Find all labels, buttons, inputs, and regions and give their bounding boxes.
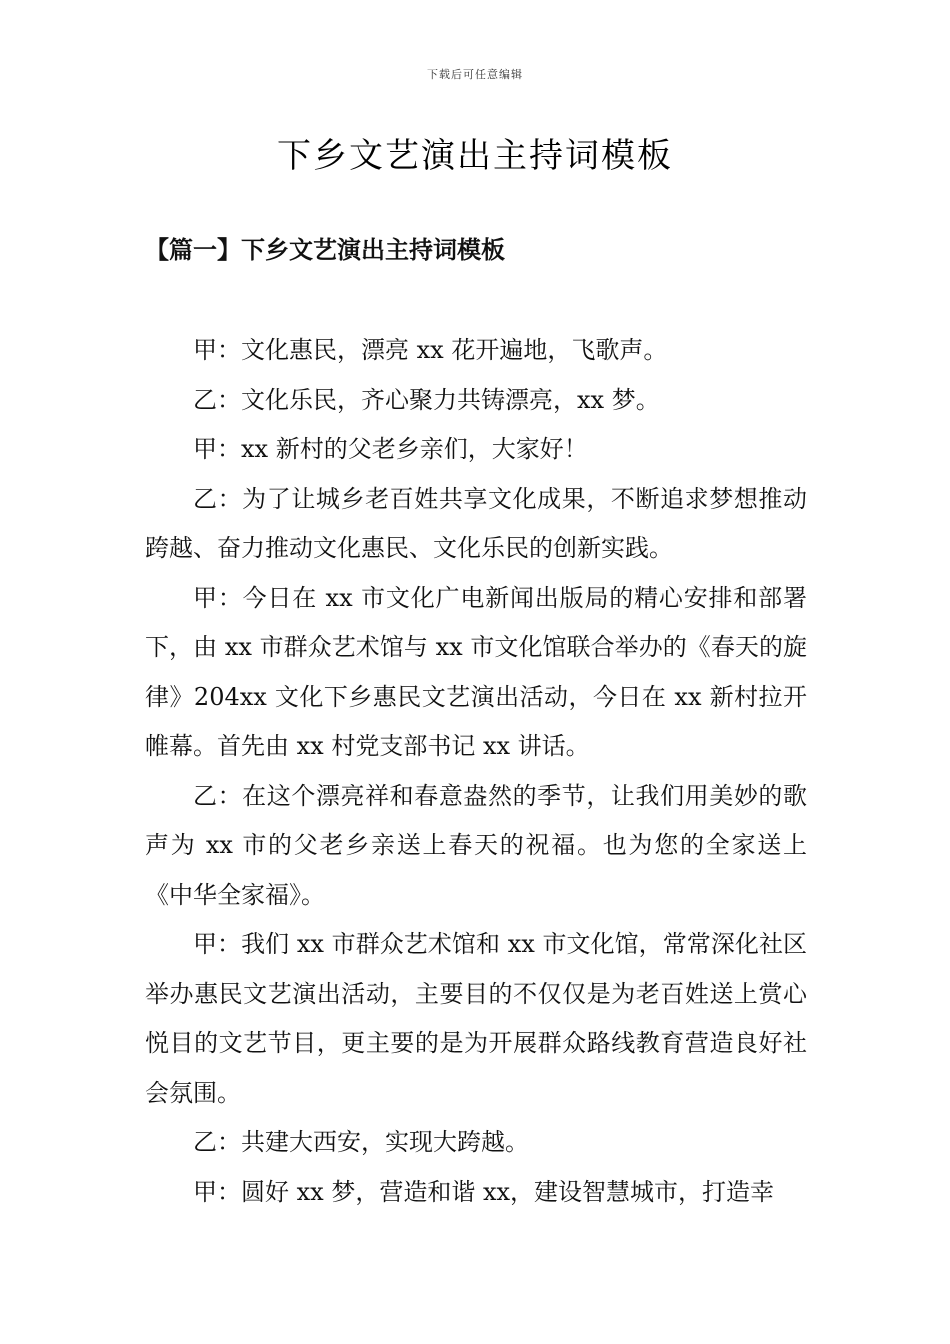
paragraph: 甲：xx 新村的父老乡亲们，大家好！ [193, 435, 588, 463]
paragraph: 甲：今日在 xx 市文化广电新闻出版局的精心安排和部署下，由 xx 市群众艺术馆与 xx 市文化馆联合举办的《春天的旋律》204xx 文化下乡惠民文艺演出活动，今日在 xx 新村拉开帷幕。首先由 xx 村党支部书记 xx 讲话。 [145, 583, 807, 760]
header-note: 下载后可任意编辑 [427, 68, 523, 81]
paragraph: 甲：文化惠民，漂亮 xx 花开遍地，飞歌声。 [193, 336, 668, 364]
paragraph: 甲：圆好 xx 梦，营造和谐 xx，建设智慧城市，打造幸 [193, 1177, 775, 1206]
document-title: 下乡文艺演出主持词模板 [277, 136, 673, 176]
paragraph: 乙：为了让城乡老百姓共享文化成果，不断追求梦想推动跨越、奋力推动文化惠民、文化乐民的创新实践。 [145, 484, 807, 562]
paragraph: 乙：共建大西安，实现大跨越。 [193, 1128, 529, 1156]
paragraph: 乙：在这个漂亮祥和春意盎然的季节，让我们用美妙的歌声为 xx 市的父老乡亲送上春天的祝福。也为您的全家送上《中华全家福》。 [145, 781, 807, 909]
section-heading: 【篇一】下乡文艺演出主持词模板 [145, 235, 505, 264]
document-body [145, 326, 807, 1217]
paragraph: 甲：我们 xx 市群众艺术馆和 xx 市文化馆，常常深化社区举办惠民文艺演出活动，主要目的不仅仅是为老百姓送上赏心悦目的文艺节目，更主要的是为开展群众路线教育营造良好社会氛围。 [145, 930, 807, 1107]
paragraph: 乙：文化乐民，齐心聚力共铸漂亮，xx 梦。 [193, 385, 660, 414]
